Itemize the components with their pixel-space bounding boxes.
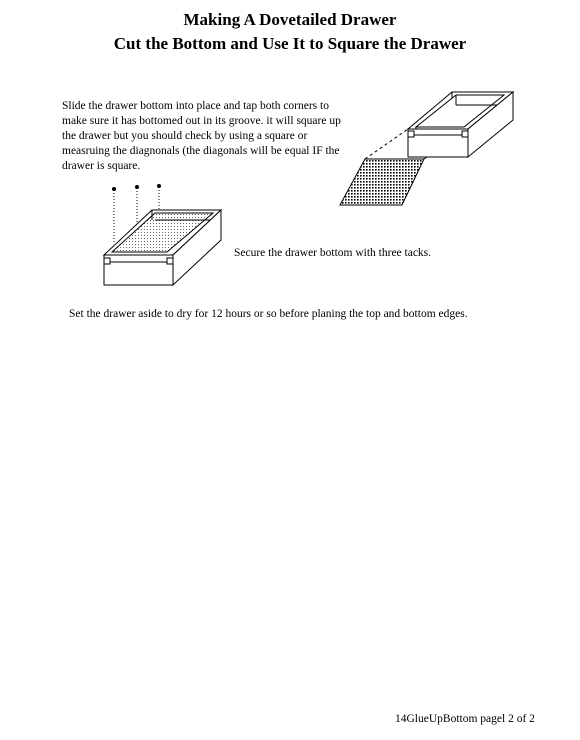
drawer-bottom-sliding-illustration — [330, 85, 530, 215]
tack-1 — [113, 188, 116, 245]
drawer-bottom-tacks-illustration — [95, 180, 235, 290]
slide-bottom-instructions: Slide the drawer bottom into place and tap both corners to make sure it has bottomed out in its groove. it will square up the drawer but you should check by using a square or measruing the diagnonals (the diagonals will be equal IF the drawer is square. — [62, 100, 341, 172]
page-footer: 14GlueUpBottom pagel 2 of 2 — [395, 713, 535, 725]
page-subtitle: Cut the Bottom and Use It to Square the Drawer — [113, 34, 467, 53]
drying-instructions: Set the drawer aside to dry for 12 hours or so before planing the top and bottom edges. — [69, 308, 468, 320]
tack-2 — [136, 186, 139, 227]
tack-3 — [158, 185, 161, 213]
secure-bottom-instructions: Secure the drawer bottom with three tacks. — [234, 247, 432, 259]
page-title: Making A Dovetailed Drawer — [183, 10, 397, 29]
